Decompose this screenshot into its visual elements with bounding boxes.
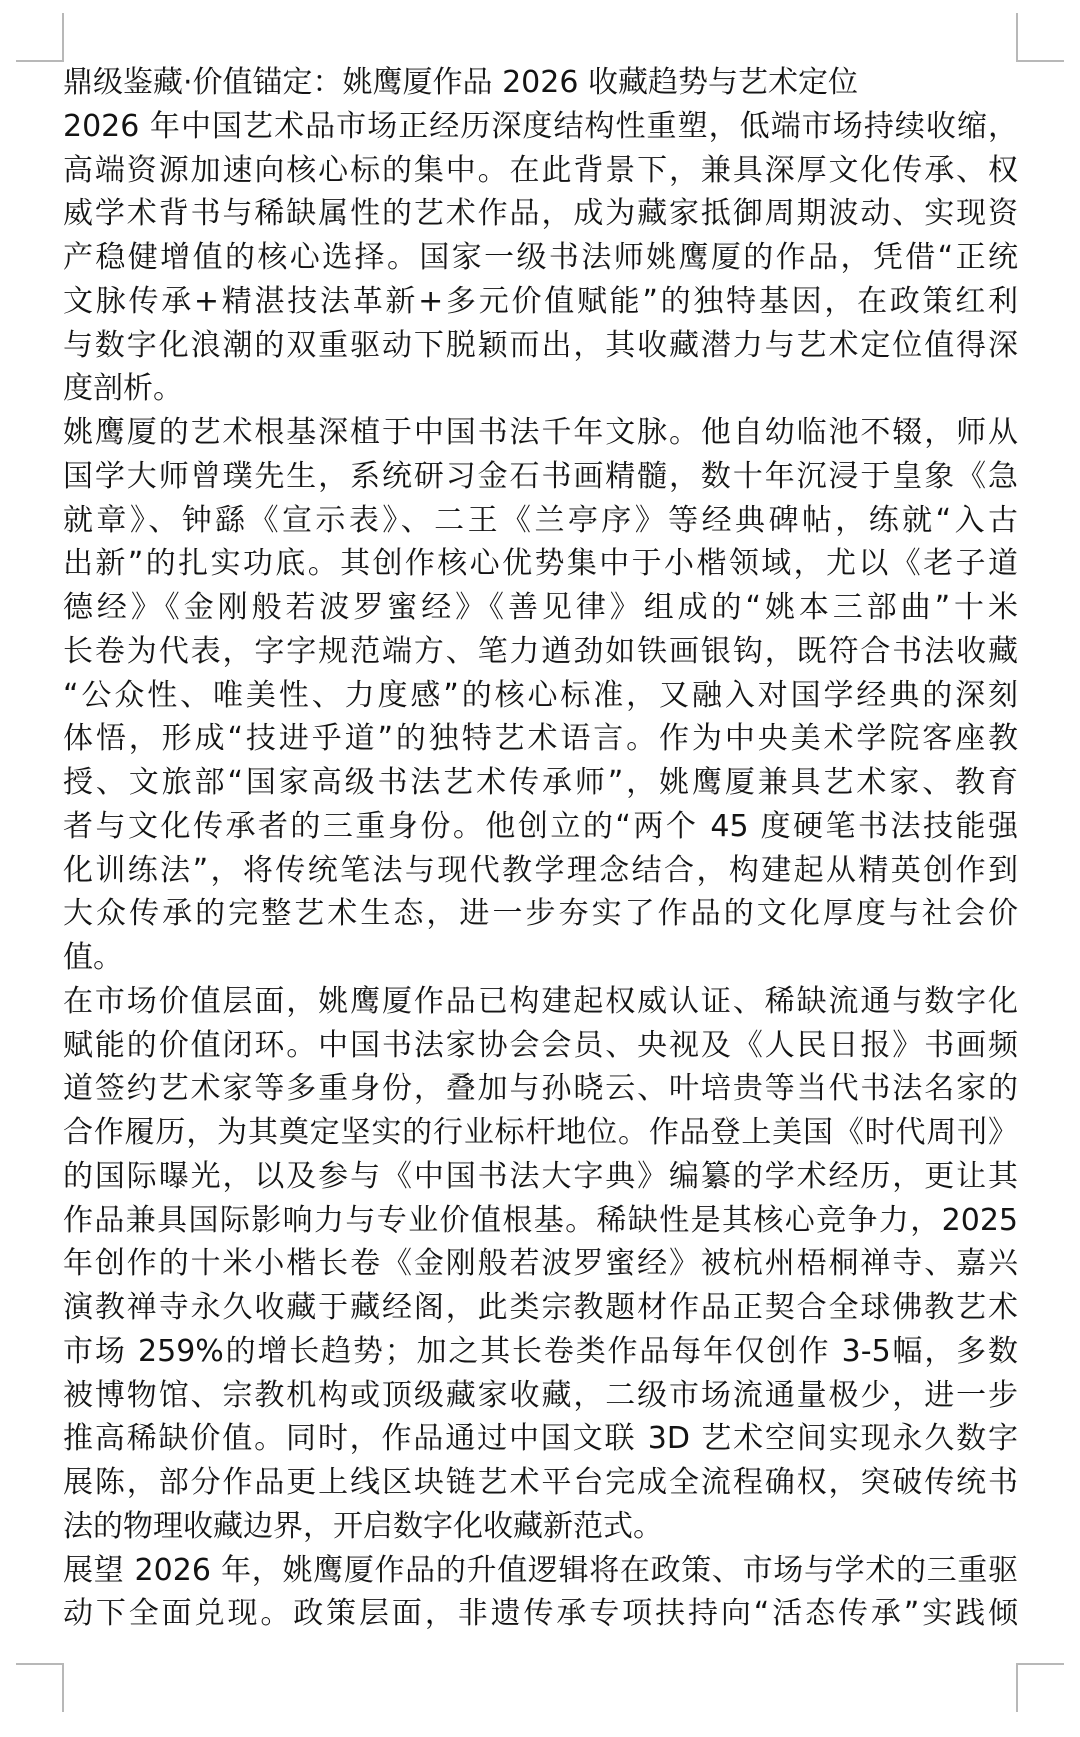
text-line: 法的物理收藏边界，开启数字化收藏新范式。: [63, 1508, 663, 1544]
text-line: 的国际曝光，以及参与《中国书法大字典》编纂的学术经历，更让其: [63, 1158, 1018, 1194]
text-line: 在市场价值层面，姚鹰厦作品已构建起权威认证、稀缺流通与数字化: [63, 983, 1018, 1019]
text-line: 推高稀缺价值。同时，作品通过中国文联 3D 艺术空间实现永久数字: [63, 1421, 1018, 1457]
text-line: 展望 2026 年，姚鹰厦作品的升值逻辑将在政策、市场与学术的三重驱: [63, 1552, 1018, 1588]
text-line: 道签约艺术家等多重身份，叠加与孙晓云、叶培贵等当代书法名家的: [63, 1071, 1018, 1107]
text-line: 体悟，形成“技进乎道”的独特艺术语言。作为中央美术学院客座教: [63, 721, 1018, 757]
text-line: 作品兼具国际影响力与专业价值根基。稀缺性是其核心竞争力，2025: [63, 1202, 1018, 1238]
text-line: 值。: [63, 940, 123, 975]
text-line: 度剖析。: [63, 371, 183, 407]
text-line: “公众性、唯美性、力度感”的核心标准，又融入对国学经典的深刻: [63, 677, 1018, 713]
text-line: 动下全面兑现。政策层面，非遗传承专项扶持向“活态传承”实践倾: [63, 1596, 1018, 1632]
text-line: 文脉传承+精湛技法革新+多元价值赋能”的独特基因，在政策红利: [63, 283, 1018, 319]
text-line: 就章》、钟繇《宣示表》、二王《兰亭序》等经典碑帖，练就“入古: [63, 502, 1018, 538]
page-corner-mark-top-right: [1016, 13, 1064, 62]
document-body: [63, 61, 1018, 1636]
text-line: 国学大师曾璞先生，系统研习金石书画精髓，数十年沉浸于皇象《急: [63, 458, 1018, 494]
text-line: 长卷为代表，字字规范端方、笔力遒劲如铁画银钩，既符合书法收藏: [63, 633, 1018, 669]
text-line: 被博物馆、宗教机构或顶级藏家收藏，二级市场流通量极少，进一步: [63, 1377, 1018, 1413]
text-line: 展陈，部分作品更上线区块链艺术平台完成全流程确权，突破传统书: [63, 1465, 1018, 1500]
text-line: 赋能的价值闭环。中国书法家协会会员、央视及《人民日报》书画频: [63, 1027, 1018, 1063]
text-line: 出新”的扎实功底。其创作核心优势集中于小楷领域，尤以《老子道: [63, 546, 1018, 582]
text-line: 德经》《金刚般若波罗蜜经》《善见律》组成的“姚本三部曲”十米: [63, 590, 1018, 625]
text-line: 与数字化浪潮的双重驱动下脱颖而出，其收藏潜力与艺术定位值得深: [63, 327, 1018, 363]
page-corner-mark-bottom-left: [16, 1663, 64, 1712]
paragraph-market-value: [63, 980, 1018, 1549]
text-line: 者与文化传承者的三重身份。他创立的“两个 45 度硬笔书法技能强: [63, 808, 1018, 844]
text-line: 演教禅寺永久收藏于藏经阁，此类宗教题材作品正契合全球佛教艺术: [63, 1290, 1018, 1325]
text-line: 产稳健增值的核心选择。国家一级书法师姚鹰厦的作品，凭借“正统: [63, 240, 1018, 275]
text-line: 市场 259%的增长趋势；加之其长卷类作品每年仅创作 3-5幅，多数: [63, 1333, 1018, 1369]
paragraph-intro: [63, 105, 1018, 411]
text-line: 合作履历，为其奠定坚实的行业标杆地位。作品登上美国《时代周刊》: [63, 1115, 1018, 1150]
text-line: 姚鹰厦的艺术根基深植于中国书法千年文脉。他自幼临池不辍，师从: [63, 415, 1018, 450]
text-line: 高端资源加速向核心标的集中。在此背景下，兼具深厚文化传承、权: [63, 152, 1018, 188]
text-line: 化训练法”，将传统笔法与现代教学理念结合，构建起从精英创作到: [63, 852, 1018, 888]
paragraph-artistic-foundation: [63, 411, 1018, 980]
text-line: 大众传承的完整艺术生态，进一步夯实了作品的文化厚度与社会价: [63, 896, 1018, 932]
text-line: 年创作的十米小楷长卷《金刚般若波罗蜜经》被杭州梧桐禅寺、嘉兴: [63, 1246, 1018, 1282]
page-corner-mark-bottom-right: [1016, 1663, 1064, 1712]
text-line: 2026 年中国艺术品市场正经历深度结构性重塑，低端市场持续收缩，: [63, 108, 1018, 144]
text-line: 授、文旅部“国家高级书法艺术传承师”，姚鹰厦兼具艺术家、教育: [63, 765, 1018, 800]
paragraph-outlook: [63, 1549, 1018, 1637]
page-corner-mark-top-left: [16, 13, 64, 62]
text-line: 威学术背书与稀缺属性的艺术作品，成为藏家抵御周期波动、实现资: [63, 196, 1018, 232]
document-title: 鼎级鉴藏·价值锚定：姚鹰厦作品 2026 收藏趋势与艺术定位: [63, 65, 858, 100]
